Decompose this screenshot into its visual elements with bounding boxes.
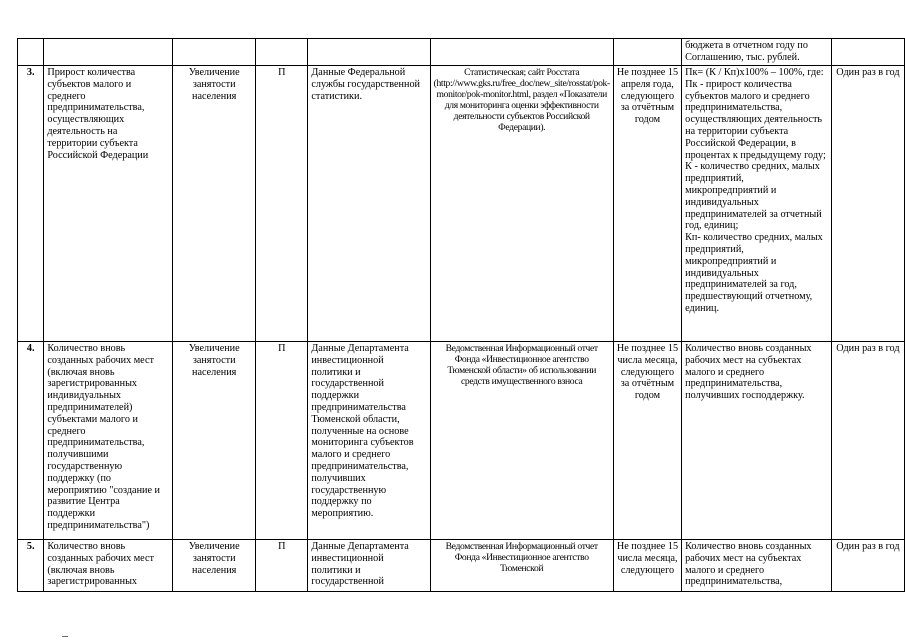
source-reference — [430, 39, 613, 66]
source-reference: Ведомственная Информационный отчет Фонда «Инвестиционное агентство Тюменской области» об использовании средств имущественного взноса — [430, 342, 613, 540]
table-row — [18, 540, 905, 592]
row-number: 3. — [18, 66, 44, 342]
source-reference: Ведомственная Информационный отчет Фонда «Инвестиционное агентство Тюменской — [430, 540, 613, 592]
scan-mark — [62, 636, 68, 637]
source-reference: Статистическая; сайт Росстата (http://www.gks.ru/free_doc/new_site/rosstat/pok-monitor/pok-monitor.html, раздел «Показатели для мониторинга оценки эффективности деятельности субъектов Российской Федерации). — [430, 66, 613, 342]
indicator-name — [44, 39, 173, 66]
formula-line: Пк - прирост количества субъектов малого и среднего предпринимательства, осуществляющих деятельность на территории субъекта Российской Федерации, в процентах к предыдущему году; — [685, 78, 826, 161]
frequency: Один раз в год — [831, 66, 904, 342]
table-row — [18, 66, 905, 342]
source-department: Данные Федеральной службы государственной статистики. — [308, 66, 430, 342]
table-row — [18, 342, 905, 540]
calculation-formula — [682, 66, 832, 342]
deadline: Не позднее 15 апреля года, следующего за отчётным годом — [613, 66, 681, 342]
calculation-formula — [682, 39, 832, 66]
deadline: Не позднее 15 числа месяца, следующего за отчётным годом — [613, 342, 681, 540]
source-department: Данные Департамента инвестиционной политики и государственной — [308, 540, 430, 592]
indicator-direction — [173, 39, 256, 66]
indicator-unit: П — [256, 342, 308, 540]
indicator-unit — [256, 39, 308, 66]
formula-line: Количество вновь созданных рабочих мест на субъектах малого и среднего предпринимательства, — [685, 541, 812, 588]
formula-line: Кп- количество средних, малых предприятий, микропредприятий и индивидуальных предпринимателей за год, предшествующий отчетному, единиц. — [685, 232, 823, 314]
deadline — [613, 39, 681, 66]
indicator-direction: Увеличение занятости населения — [173, 66, 256, 342]
frequency: Один раз в год — [831, 540, 904, 592]
indicator-unit: П — [256, 66, 308, 342]
formula-line: К - количество средних, малых предприятий, микропредприятий и индивидуальных предпринимателей за отчетный год, единиц; — [685, 161, 822, 232]
frequency: Один раз в год — [831, 342, 904, 540]
source-department — [308, 39, 430, 66]
indicator-unit: П — [256, 540, 308, 592]
source-department: Данные Департамента инвестиционной политики и государственной поддержки предпринимательства Тюменской области, полученные на основе мониторинга субъектов малого и среднего предпринимательства, получивших государственную поддержку по мероприятию. — [308, 342, 430, 540]
deadline: Не позднее 15 числа месяца, следующего — [613, 540, 681, 592]
table-row — [18, 39, 905, 66]
frequency — [831, 39, 904, 66]
formula-line: Соглашению, тыс. рублей. — [685, 51, 800, 63]
calculation-formula — [682, 342, 832, 540]
indicator-name: Количество вновь созданных рабочих мест (включая вновь зарегистрированных индивидуальных предпринимателей) субъектами малого и среднего предпринимательства, получившими государственную поддержку (по мероприятию "создание и развитие Центра поддержки предпринимательства") — [44, 342, 173, 540]
formula-line: бюджета в отчетном году по — [685, 40, 808, 51]
indicator-name: Прирост количества субъектов малого и среднего предпринимательства, осуществляющих деятельность на территории субъекта Российской Федерации — [44, 66, 173, 342]
formula-line: Пк= (К / Кп)х100% – 100%, где: — [685, 67, 824, 78]
indicator-name: Количество вновь созданных рабочих мест (включая вновь зарегистрированных — [44, 540, 173, 592]
calculation-formula — [682, 540, 832, 592]
indicators-table — [17, 38, 905, 592]
formula-line: Количество вновь созданных рабочих мест на субъектах малого и среднего предпринимательства, получивших господдержку. — [685, 343, 812, 402]
row-number: 5. — [18, 540, 44, 592]
row-number — [18, 39, 44, 66]
indicator-direction: Увеличение занятости населения — [173, 342, 256, 540]
indicator-direction: Увеличение занятости населения — [173, 540, 256, 592]
row-number: 4. — [18, 342, 44, 540]
